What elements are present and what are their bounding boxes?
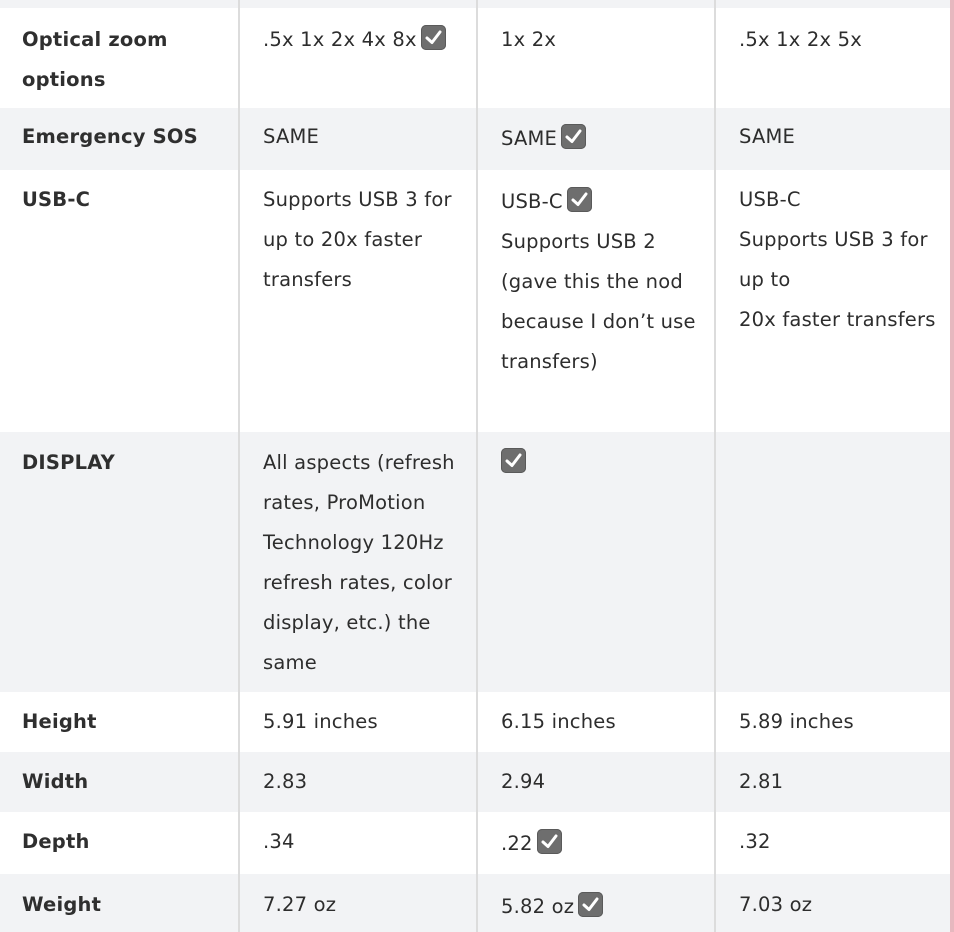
checkbox-checked-icon — [421, 25, 446, 50]
cell-text: 20x faster transfers — [739, 308, 936, 331]
row-label: Optical zoom options — [22, 28, 168, 91]
table-cell — [477, 812, 715, 874]
table-row — [0, 752, 950, 812]
table-cell: 1x 2x — [477, 0, 715, 108]
table-cell — [477, 170, 715, 432]
table-cell: 2.94 — [477, 752, 715, 812]
table-row — [0, 0, 950, 108]
table-cell — [477, 432, 715, 692]
cell-text: Supports USB 2 (gave this the nod because I don’t use transfers) — [501, 230, 696, 373]
cell-text: .22 — [501, 832, 533, 855]
table-cell: 7.27 oz — [239, 874, 477, 932]
table-row — [0, 432, 950, 692]
table-cell: SAME — [715, 108, 950, 170]
row-label: Weight — [0, 874, 239, 932]
table-cell: 5.89 inches — [715, 692, 950, 752]
table-cell: Supports USB 3 for up to 20x faster transfers — [239, 170, 477, 432]
table-cell: 2.83 — [239, 752, 477, 812]
table-cell — [715, 432, 950, 692]
cell-text: USB-C — [739, 188, 801, 211]
table-row — [0, 170, 950, 432]
table-cell: .5x 1x 2x 5x — [715, 0, 950, 108]
cell-text: SAME — [501, 127, 558, 150]
checkbox-checked-icon — [561, 124, 586, 149]
table-cell: .32 — [715, 812, 950, 874]
checkbox-checked-icon — [501, 448, 526, 473]
row-label: USB-C — [22, 188, 91, 211]
cell-text: USB-C — [501, 190, 563, 213]
page-edge — [950, 0, 954, 932]
table-cell: SAME — [239, 108, 477, 170]
table-cell: 2.81 — [715, 752, 950, 812]
checkbox-checked-icon — [567, 187, 592, 212]
table-row — [0, 108, 950, 170]
cell-text: 5.82 oz — [501, 895, 575, 918]
table-cell — [239, 0, 477, 108]
table-cell: 7.03 oz — [715, 874, 950, 932]
table-row — [0, 692, 950, 752]
checkbox-checked-icon — [537, 829, 562, 854]
table-cell: 6.15 inches — [477, 692, 715, 752]
row-label: Emergency SOS — [0, 108, 239, 170]
table-row — [0, 812, 950, 874]
table-cell — [715, 170, 950, 432]
table-cell — [477, 874, 715, 932]
row-label: Height — [22, 710, 97, 733]
row-label: Depth — [22, 830, 90, 853]
table-cell — [477, 108, 715, 170]
table-cell: All aspects (refresh rates, ProMotion Technology 120Hz refresh rates, color display, etc.) the same — [239, 432, 477, 692]
cell-text: Supports USB 3 for up to — [739, 228, 928, 291]
checkbox-checked-icon — [578, 892, 603, 917]
table-cell: 5.91 inches — [239, 692, 477, 752]
row-label: Width — [0, 752, 239, 812]
top-strip — [0, 0, 950, 8]
table-cell: .34 — [239, 812, 477, 874]
table-row — [0, 874, 950, 932]
cell-text: .5x 1x 2x 4x 8x — [263, 28, 417, 51]
row-label: DISPLAY — [0, 432, 239, 692]
